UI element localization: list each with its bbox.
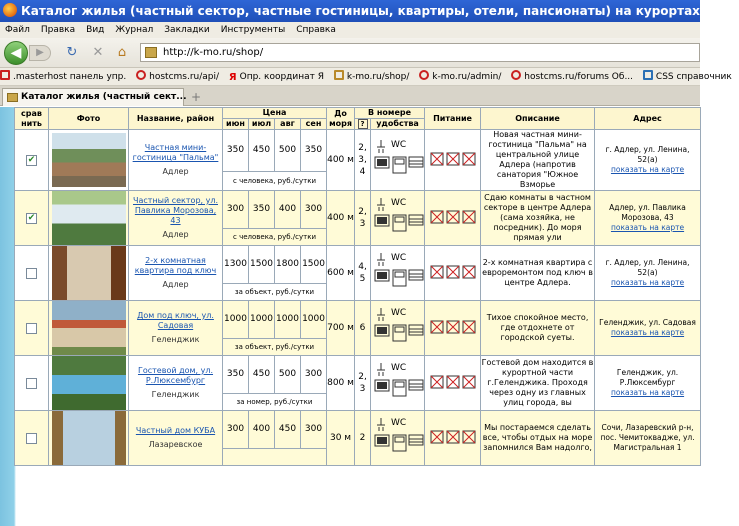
tab-catalog[interactable]: [2, 88, 187, 106]
reload-icon[interactable]: ↻: [66, 45, 78, 60]
compare-checkbox[interactable]: ✔: [27, 154, 36, 165]
listing-photo[interactable]: [52, 411, 126, 465]
window-title: Каталог жилья (частный сектор, частные гостиницы, квартиры, отели, пансионаты) на курортах Чер: [21, 4, 731, 18]
menu-edit[interactable]: Правка: [40, 25, 76, 35]
description-cell: Новая частная мини-гостиница "Пальма" на центральной улице Адлера (напротив санатория "Южное Взморье: [481, 130, 595, 191]
price-aug: 400: [275, 191, 301, 229]
name-cell: [129, 301, 223, 356]
listing-city: Геленджик: [151, 390, 200, 399]
amenities-cell: [371, 301, 425, 356]
price-jul: 450: [249, 356, 275, 394]
site-favicon-icon: [145, 47, 157, 58]
name-cell: [129, 411, 223, 466]
bookmark-hostcms-forums[interactable]: [511, 68, 633, 86]
bookmark-css-reference[interactable]: [643, 68, 732, 86]
masterhost-icon: [0, 70, 10, 80]
price-aug: 1800: [275, 246, 301, 284]
tab-title: Каталог жилья (частный сект...: [21, 92, 187, 102]
description-cell: Тихое спокойное место, где отдохнете от городской суеты.: [481, 301, 595, 356]
svg-text:WC: WC: [391, 307, 407, 318]
no-meals-icon: [429, 439, 477, 449]
amenities-cell: [371, 411, 425, 466]
header-room-count: [355, 119, 371, 130]
hostcms-icon: [419, 70, 429, 80]
sea-distance: 600 м: [327, 246, 355, 301]
header-price: Цена: [223, 108, 327, 119]
address-text: Геленджик, ул. Р.Люксембург: [616, 368, 679, 387]
name-cell: [129, 191, 223, 246]
window-title-bar: [0, 0, 731, 22]
name-cell: [129, 356, 223, 411]
bookmark-hostcms-api[interactable]: [136, 68, 219, 86]
photo-cell: [49, 130, 129, 191]
forward-arrow-icon: ▶: [36, 47, 44, 58]
css-icon: [643, 70, 653, 80]
room-capacity: 2, 3, 4: [355, 130, 371, 191]
show-on-map-link[interactable]: показать на карте: [610, 223, 685, 232]
price-jul: 450: [249, 130, 275, 172]
price-unit: с человека, руб./сутки: [223, 228, 327, 246]
plus-icon: +: [190, 90, 202, 104]
menu-history[interactable]: Журнал: [115, 25, 154, 35]
bookmark-label: Опр. координат Я: [239, 72, 325, 82]
amenities-cell: [371, 356, 425, 411]
header-month-jul: июл: [249, 119, 275, 130]
header-address: Адрес: [595, 108, 701, 130]
listing-city: Лазаревское: [148, 440, 203, 449]
table-row: [15, 411, 701, 449]
address-text: г. Адлер, ул. Ленина, 52(а): [605, 145, 690, 164]
food-cell: [425, 356, 481, 411]
amenities-icon: [371, 250, 427, 294]
show-on-map-link[interactable]: показать на карте: [610, 388, 685, 397]
navigation-toolbar: [0, 38, 700, 68]
sea-distance: 700 м: [327, 301, 355, 356]
sea-distance: 400 м: [327, 191, 355, 246]
compare-cell: [15, 246, 49, 301]
compare-cell: [15, 301, 49, 356]
no-meals-icon: [429, 384, 477, 394]
housing-catalog-table: [14, 107, 701, 466]
svg-text:WC: WC: [391, 252, 407, 263]
price-sep: 1500: [301, 246, 327, 284]
back-button[interactable]: [4, 41, 28, 65]
address-bar[interactable]: [140, 43, 700, 62]
amenities-icon: [371, 305, 427, 349]
table-row: [15, 191, 701, 229]
description-cell: 2-х комнатная квартира с евроремонтом под ключ в центре Адлера.: [481, 246, 595, 301]
address-cell: [595, 191, 701, 246]
amenities-cell: [371, 246, 425, 301]
compare-checkbox[interactable]: [26, 323, 37, 334]
listing-city: Адлер: [162, 230, 189, 239]
new-tab-button[interactable]: [188, 90, 204, 104]
price-jul: 1000: [249, 301, 275, 339]
table-row: [15, 130, 701, 172]
price-aug: 500: [275, 130, 301, 172]
price-aug: 500: [275, 356, 301, 394]
price-jun: 350: [223, 130, 249, 172]
listing-link[interactable]: Частный сектор, ул. Павлика Морозова, 43: [133, 196, 218, 225]
room-capacity: 2, 3: [355, 191, 371, 246]
price-sep: 300: [301, 411, 327, 449]
svg-text:WC: WC: [391, 139, 407, 150]
forward-button[interactable]: [29, 45, 51, 61]
address-cell: [595, 356, 701, 411]
listing-photo[interactable]: [52, 356, 126, 410]
description-cell: Гостевой дом находится в курортной части г.Геленджика. Проходя через одну из главных улиц города, вы: [481, 356, 595, 411]
listing-photo[interactable]: [52, 191, 126, 245]
bookmark-label: CSS справочник: [655, 72, 732, 82]
price-aug: 1000: [275, 301, 301, 339]
header-month-aug: авг: [275, 119, 301, 130]
header-sea-distance: До моря: [327, 108, 355, 130]
address-cell: [595, 301, 701, 356]
bookmark-label: hostcms.ru/api/: [149, 72, 220, 82]
show-on-map-link[interactable]: показать на карте: [610, 165, 685, 174]
address-cell: [595, 246, 701, 301]
header-photo: Фото: [49, 108, 129, 130]
header-amenities: удобства: [371, 119, 425, 130]
listing-link[interactable]: 2-х комнатная квартира под ключ: [134, 256, 217, 275]
compare-checkbox[interactable]: [26, 268, 37, 279]
listing-city: Адлер: [162, 167, 189, 176]
price-sep: 350: [301, 130, 327, 172]
firefox-logo-icon: [3, 3, 17, 17]
price-jun: 350: [223, 356, 249, 394]
show-on-map-link[interactable]: показать на карте: [610, 278, 685, 287]
header-month-jun: июн: [223, 119, 249, 130]
listing-photo[interactable]: [52, 246, 126, 300]
menu-help[interactable]: Справка: [296, 25, 336, 35]
address-bar-url: http://k-mo.ru/shop/: [163, 47, 264, 58]
address-text: Геленджик, ул. Садовая: [599, 318, 696, 327]
price-sep: 300: [301, 191, 327, 229]
bookmark-label: k-mo.ru/admin/: [432, 72, 502, 82]
svg-text:WC: WC: [391, 417, 407, 428]
bookmark-kmo-admin[interactable]: [419, 68, 501, 86]
food-cell: [425, 301, 481, 356]
question-icon: ?: [358, 119, 368, 129]
address-text: г. Адлер, ул. Ленина, 52(а): [605, 258, 690, 277]
table-row: [15, 246, 701, 284]
stop-icon[interactable]: ✕: [92, 45, 104, 60]
name-cell: [129, 246, 223, 301]
sea-distance: 800 м: [327, 356, 355, 411]
price-sep: 300: [301, 356, 327, 394]
bookmark-masterhost[interactable]: [0, 68, 126, 86]
bookmark-label: .masterhost панель упр.: [13, 72, 127, 82]
no-meals-icon: [429, 329, 477, 339]
no-meals-icon: [429, 161, 477, 171]
sea-distance: 30 м: [327, 411, 355, 466]
description-cell: Мы постараемся сделать все, чтобы отдых на море запомнился Вам надолго,: [481, 411, 595, 466]
price-unit: за номер, руб./сутки: [223, 393, 327, 411]
compare-checkbox[interactable]: [26, 378, 37, 389]
show-on-map-link[interactable]: показать на карте: [610, 328, 685, 337]
price-jun: 1300: [223, 246, 249, 284]
price-unit: с человека, руб./сутки: [223, 171, 327, 190]
tab-favicon-icon: [7, 93, 18, 102]
food-cell: [425, 130, 481, 191]
compare-checkbox[interactable]: [26, 433, 37, 444]
amenities-icon: [371, 137, 427, 181]
listing-photo[interactable]: [52, 301, 126, 355]
photo-cell: [49, 246, 129, 301]
address-cell: [595, 130, 701, 191]
address-text: Сочи, Лазаревский р-н, пос. Чемитоквадже, ул. Магистральная 1: [600, 423, 695, 452]
table-row: [15, 356, 701, 394]
amenities-cell: [371, 191, 425, 246]
hostcms-icon: [136, 70, 146, 80]
room-capacity: 6: [355, 301, 371, 356]
price-jun: 300: [223, 411, 249, 449]
menu-bar: [0, 22, 700, 38]
address-cell: [595, 411, 701, 466]
header-month-sep: сен: [301, 119, 327, 130]
listing-link[interactable]: Частная мини-гостиница "Пальма": [132, 143, 219, 162]
price-unit: за объект, руб./сутки: [223, 283, 327, 301]
room-capacity: 2, 3: [355, 356, 371, 411]
price-unit: [223, 448, 327, 466]
menu-bookmarks[interactable]: Закладки: [164, 25, 210, 35]
amenities-cell: [371, 130, 425, 191]
header-name: Название, район: [129, 108, 223, 130]
amenities-icon: [371, 195, 427, 239]
header-compare: срав нить: [15, 108, 49, 130]
name-cell: [129, 130, 223, 191]
price-unit: за объект, руб./сутки: [223, 338, 327, 356]
photo-cell: [49, 191, 129, 246]
bookmark-label: k-mo.ru/shop/: [346, 72, 410, 82]
bookmark-label: hostcms.ru/forums Об...: [524, 72, 634, 82]
listing-link[interactable]: Гостевой дом, ул. Р.Люксембург: [137, 366, 214, 385]
address-text: Адлер, ул. Павлика Морозова, 43: [609, 203, 686, 222]
compare-cell: [15, 411, 49, 466]
listing-city: Геленджик: [151, 335, 200, 344]
listing-photo[interactable]: [52, 133, 126, 187]
photo-cell: [49, 356, 129, 411]
menu-file[interactable]: Файл: [5, 25, 30, 35]
listing-link[interactable]: Дом под ключ, ул. Садовая: [137, 311, 214, 330]
header-in-room: В номере: [355, 108, 425, 119]
food-cell: [425, 411, 481, 466]
no-meals-icon: [429, 219, 477, 229]
listing-link[interactable]: Частный дом КУБА: [135, 426, 216, 435]
no-meals-icon: [429, 274, 477, 284]
bookmark-yandex-coords[interactable]: [229, 68, 324, 87]
table-row: [15, 301, 701, 339]
photo-cell: [49, 301, 129, 356]
svg-text:WC: WC: [391, 362, 407, 373]
bookmark-kmo-shop[interactable]: [334, 68, 410, 86]
home-icon[interactable]: ⌂: [117, 45, 127, 60]
price-sep: 1000: [301, 301, 327, 339]
menu-view[interactable]: Вид: [86, 25, 105, 35]
price-aug: 450: [275, 411, 301, 449]
bookmarks-toolbar: [0, 68, 732, 86]
menu-tools[interactable]: Инструменты: [220, 25, 286, 35]
price-jul: 350: [249, 191, 275, 229]
sea-distance: 400 м: [327, 130, 355, 191]
svg-text:WC: WC: [391, 197, 407, 208]
hostcms-icon: [511, 70, 521, 80]
price-jul: 400: [249, 411, 275, 449]
description-cell: Сдаю комнаты в частном секторе в центре Адлера (сама хозяйка, не посредник). До моря прямая ули: [481, 191, 595, 246]
compare-cell: [15, 191, 49, 246]
header-description: Описание: [481, 108, 595, 130]
header-food: Питание: [425, 108, 481, 130]
compare-cell: [15, 356, 49, 411]
price-jul: 1500: [249, 246, 275, 284]
yandex-icon: Я: [228, 72, 237, 83]
compare-cell: [15, 130, 49, 191]
page-content: [0, 107, 700, 526]
price-jun: 300: [223, 191, 249, 229]
room-capacity: 2: [355, 411, 371, 466]
listing-city: Адлер: [162, 280, 189, 289]
price-jun: 1000: [223, 301, 249, 339]
tab-strip: [0, 86, 700, 106]
room-capacity: 4, 5: [355, 246, 371, 301]
back-arrow-icon: ◀: [10, 45, 22, 61]
compare-checkbox[interactable]: ✔: [27, 212, 36, 223]
photo-cell: [49, 411, 129, 466]
amenities-icon: [371, 360, 427, 404]
amenities-icon: [371, 415, 427, 459]
food-cell: [425, 191, 481, 246]
kmo-icon: [334, 70, 344, 80]
food-cell: [425, 246, 481, 301]
